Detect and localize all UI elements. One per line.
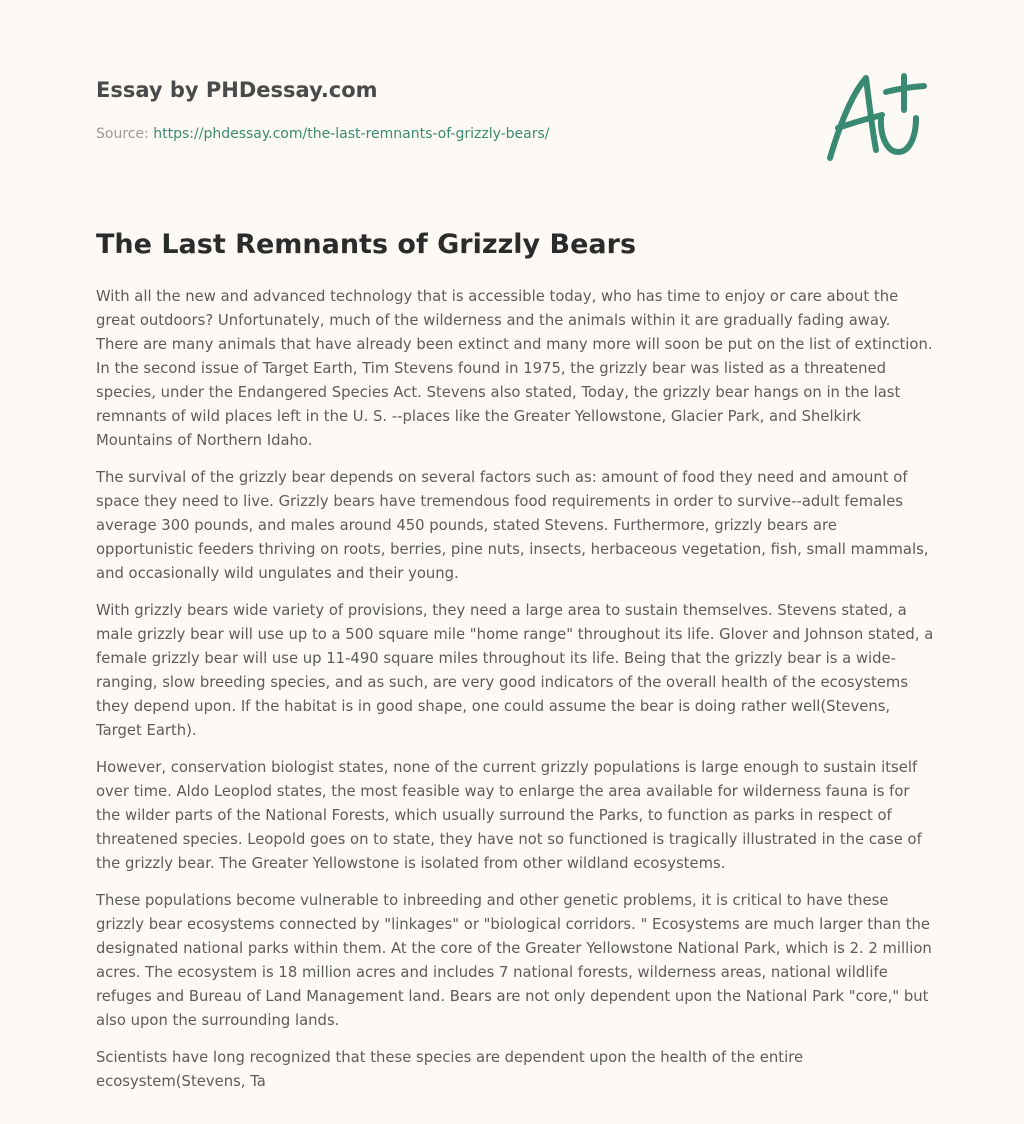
source-link[interactable]: https://phdessay.com/the-last-remnants-of-grizzly-bears/ — [153, 126, 550, 142]
essay-paragraph: These populations become vulnerable to inbreeding and other genetic problems, it is critical to have these grizzly bear ecosystems connected by "linkages" or "biological corridors. " Ecosystems are much larger than the designated national parks within them. At the core of the Greater Yellowstone National Park, which is 2. 2 million acres. The ecosystem is 18 million acres and includes 7 national forests, wilderness areas, national wildlife refuges and Bureau of Land Management land. Bears are not only dependent upon the National Park "core," but also upon the surrounding lands. — [96, 892, 932, 1029]
essay-paragraph: With all the new and advanced technology that is accessible today, who has time to enjoy or care about the great outdoors? Unfortunately, much of the wilderness and the animals within it are gradually fading away. There are many animals that have already been extinct and many more will soon be put on the list of extinction. In the second issue of Target Earth, Tim Stevens found in 1975, the grizzly bear was listed as a threatened species, under the Endangered Species Act. Stevens also stated, Today, the grizzly bear hangs on in the last remnants of wild places left in the U. S. --places like the Greater Yellowstone, Glacier Park, and Shelkirk Mountains of Northern Idaho. — [96, 288, 933, 449]
essay-title: The Last Remnants of Grizzly Bears — [96, 229, 637, 260]
site-title: Essay by PHDessay.com — [96, 78, 378, 102]
essay-paragraph: However, conservation biologist states, none of the current grizzly populations is large enough to sustain itself over time. Aldo Leoplod states, the most feasible way to enlarge the area available for wilderness fauna is for the wilder parts of the National Forests, which usually surround the Parks, to function as parks in respect of threatened species. Leopold goes on to state, they have not so functioned is tragically illustrated in the case of the grizzly bear. The Greater Yellowstone is isolated from other wildland ecosystems. — [96, 759, 922, 872]
essay-paragraph: Scientists have long recognized that these species are dependent upon the health of the entire ecosystem(Stevens, Ta — [96, 1049, 804, 1090]
a-plus-icon — [818, 66, 930, 166]
source-label: Source: — [96, 126, 154, 142]
essay-paragraph: With grizzly bears wide variety of provisions, they need a large area to sustain themselves. Stevens stated, a male grizzly bear will use up to a 500 square mile "home range" throughout its life. Glover and Johnson stated, a female grizzly bear will use up 11-490 square miles throughout its life. Being that the grizzly bear is a wide-ranging, slow breeding species, and as such, are very good indicators of the overall health of the ecosystems they depend upon. If the habitat is in good shape, one could assume the bear is doing rather well(Stevens, Target Earth). — [96, 602, 934, 739]
source-line — [96, 124, 550, 144]
essay-paragraph: The survival of the grizzly bear depends on several factors such as: amount of food they need and amount of space they need to live. Grizzly bears have tremendous food requirements in order to survive--adult females average 300 pounds, and males around 450 pounds, stated Stevens. Furthermore, grizzly bears are opportunistic feeders thriving on roots, berries, pine nuts, insects, herbaceous vegetation, fish, small mammals, and occasionally wild ungulates and their young. — [96, 469, 929, 582]
essay-body — [96, 285, 934, 1107]
